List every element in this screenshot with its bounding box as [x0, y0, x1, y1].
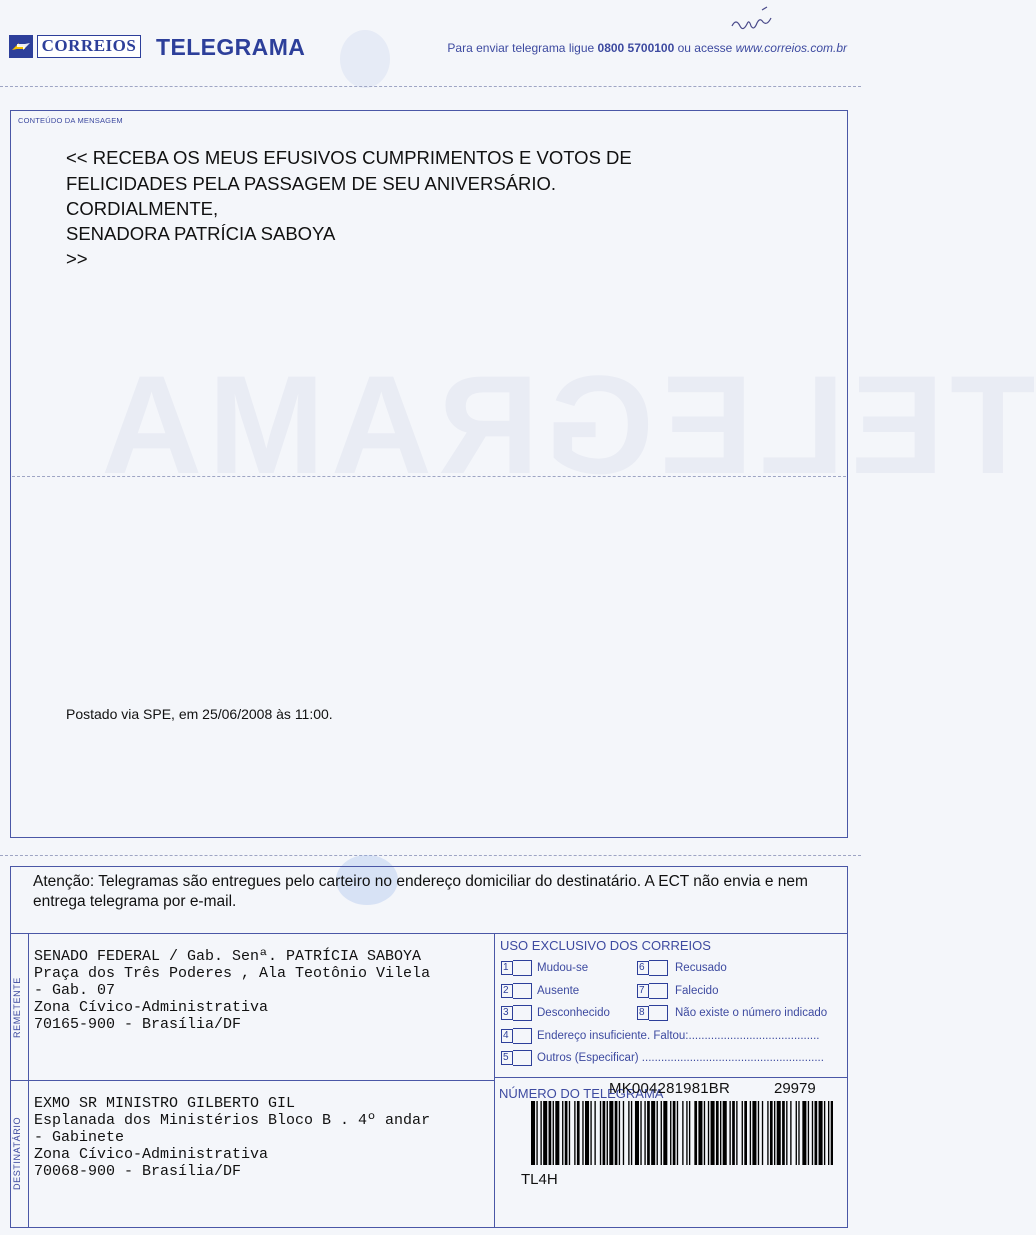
barcode-bar [767, 1101, 768, 1165]
barcode-bar [644, 1101, 645, 1165]
barcode-bar [569, 1101, 570, 1165]
option-number: 7 [637, 984, 649, 998]
option-number: 6 [637, 961, 649, 975]
barcode-bar [698, 1101, 702, 1165]
barcode-bar [628, 1101, 629, 1165]
barcode-bar [543, 1101, 547, 1165]
message-line: FELICIDADES PELA PASSAGEM DE SEU ANIVERSÁRIO. [66, 173, 557, 194]
website-link[interactable]: www.correios.com.br [735, 41, 847, 55]
barcode-bar [635, 1101, 639, 1165]
barcode-bar [594, 1101, 595, 1165]
barcode-bar [615, 1101, 618, 1165]
posted-date: Postado via SPE, em 25/06/2008 às 11:00. [66, 706, 333, 722]
ink-smudge [340, 30, 390, 88]
sender-line: - Gab. 07 [34, 982, 116, 999]
option-checkbox[interactable] [513, 960, 532, 976]
barcode-bar [770, 1101, 773, 1165]
option-label: Recusado [675, 962, 727, 974]
option-checkbox[interactable] [513, 1050, 532, 1066]
barcode-bar [590, 1101, 591, 1165]
barcode-bar [677, 1101, 678, 1165]
barcode-bar [682, 1101, 683, 1165]
recipient-line: Zona Cívico-Administrativa [34, 1146, 269, 1163]
barcode-bar [819, 1101, 823, 1165]
divider [494, 1077, 848, 1078]
barcode-bar [815, 1101, 818, 1165]
correios-arrows-icon [9, 35, 33, 58]
barcode-bar [582, 1101, 583, 1165]
sender-line: Zona Cívico-Administrativa [34, 999, 269, 1016]
barcode [531, 1101, 833, 1165]
option-checkbox[interactable] [513, 983, 532, 999]
barcode-bar [600, 1101, 601, 1165]
sender-line: 70165-900 - Brasília/DF [34, 1016, 242, 1033]
barcode-bar [670, 1101, 671, 1165]
option-number: 1 [501, 961, 513, 975]
barcode-bar [647, 1101, 650, 1165]
option-checkbox[interactable] [649, 1005, 668, 1021]
background-watermark: TELEGRAMA [95, 346, 1036, 503]
barcode-bar [744, 1101, 747, 1165]
barcode-bar [777, 1101, 781, 1165]
barcode-bar [562, 1101, 563, 1165]
option-checkbox[interactable] [513, 1005, 532, 1021]
divider [494, 933, 495, 1228]
barcode-bar [694, 1101, 697, 1165]
option-label: Endereço insuficiente. Faltou:......................................... [537, 1030, 820, 1042]
barcode-bar [603, 1101, 606, 1165]
barcode-bar [574, 1101, 575, 1165]
message-line: >> [66, 248, 88, 269]
barcode-bar [661, 1101, 662, 1165]
option-number: 5 [501, 1051, 513, 1065]
recipient-line: EXMO SR MINISTRO GILBERTO GIL [34, 1095, 296, 1112]
barcode-bar [742, 1101, 743, 1165]
divider [10, 933, 848, 934]
option-label: Mudou-se [537, 962, 589, 974]
barcode-bar [540, 1101, 541, 1165]
barcode-bar [729, 1101, 730, 1165]
barcode-bar [623, 1101, 624, 1165]
barcode-bar [758, 1101, 759, 1165]
correios-logo-text: CORREIOS [37, 35, 141, 58]
option-label: Ausente [537, 985, 580, 997]
message-line: SENADORA PATRÍCIA SABOYA [66, 223, 336, 244]
telegram-number-label: NÚMERO DO TELEGRAMA [499, 1086, 664, 1101]
barcode-bar [607, 1101, 608, 1165]
option-checkbox[interactable] [513, 1028, 532, 1044]
barcode-bar [531, 1101, 535, 1165]
barcode-bar [782, 1101, 785, 1165]
barcode-bar [732, 1101, 735, 1165]
divider [28, 933, 29, 1228]
barcode-bar [651, 1101, 655, 1165]
option-number: 8 [637, 1006, 649, 1020]
sender-line: Praça dos Três Poderes , Ala Teotônio Vilela [34, 965, 431, 982]
barcode-bar [619, 1101, 620, 1165]
barcode-bar [704, 1101, 705, 1165]
barcode-bar [828, 1101, 829, 1165]
barcode-bar [720, 1101, 721, 1165]
barcode-bar [689, 1101, 690, 1165]
message-line: << RECEBA OS MEUS EFUSIVOS CUMPRIMENTOS E VOTOS DE [66, 147, 632, 168]
option-label: Não existe o número indicado [675, 1007, 828, 1019]
barcode-bar [790, 1101, 791, 1165]
handwritten-initials [728, 4, 776, 34]
message-section-label: CONTEÚDO DA MENSAGEM [18, 116, 123, 125]
option-checkbox[interactable] [649, 983, 668, 999]
barcode-bar [708, 1101, 709, 1165]
barcode-bar [577, 1101, 580, 1165]
tracking-code: MK004281981BR [609, 1080, 731, 1097]
phone-number: 0800 5700100 [597, 41, 675, 55]
cut-line [0, 855, 861, 856]
postal-use-title: USO EXCLUSIVO DOS CORREIOS [500, 938, 711, 953]
barcode-bar [796, 1101, 797, 1165]
barcode-bar [585, 1101, 589, 1165]
info-middle: ou acesse [674, 41, 736, 55]
option-label: Falecido [675, 985, 719, 997]
option-number: 3 [501, 1006, 513, 1020]
barcode-bar [798, 1101, 799, 1165]
barcode-bar [663, 1101, 667, 1165]
option-checkbox[interactable] [649, 960, 668, 976]
recipient-label: DESTINATÁRIO [12, 1116, 22, 1190]
barcode-bar [640, 1101, 641, 1165]
barcode-bar [686, 1101, 687, 1165]
barcode-bar [555, 1101, 559, 1165]
sender-label: REMETENTE [12, 977, 22, 1038]
recipient-line: 70068-900 - Brasília/DF [34, 1163, 242, 1180]
barcode-bar [736, 1101, 737, 1165]
sender-line: SENADO FEDERAL / Gab. Senª. PATRÍCIA SABOYA [34, 948, 422, 965]
barcode-bar [786, 1101, 787, 1165]
barcode-bar [631, 1101, 632, 1165]
barcode-bar [774, 1101, 775, 1165]
delivery-notice: Atenção: Telegramas são entregues pelo carteiro no endereço domiciliar do destinatário. A ECT não envia e nem entrega telegrama por e-mail. [33, 873, 808, 910]
barcode-bar [536, 1101, 537, 1165]
barcode-bar [673, 1101, 676, 1165]
barcode-bar [657, 1101, 658, 1165]
barcode-bar [609, 1101, 613, 1165]
reference-code: 29979 [774, 1080, 816, 1097]
message-line: CORDIALMENTE, [66, 198, 219, 219]
barcode-bar [812, 1101, 813, 1165]
option-label: Desconhecido [537, 1007, 610, 1019]
barcode-bar [750, 1101, 751, 1165]
option-label: Outros (Especificar) ......................................................... [537, 1052, 824, 1064]
document-title: TELEGRAMA [156, 34, 306, 60]
barcode-bar [716, 1101, 719, 1165]
barcode-bar [752, 1101, 756, 1165]
barcode-bar [808, 1101, 809, 1165]
option-number: 2 [501, 984, 513, 998]
divider [10, 1080, 494, 1081]
barcode-bar [762, 1101, 763, 1165]
fold-line [12, 476, 846, 477]
header-contact-info [447, 41, 847, 55]
barcode-bar [549, 1101, 552, 1165]
option-number: 4 [501, 1029, 513, 1043]
barcode-bar [553, 1101, 554, 1165]
recipient-line: - Gabinete [34, 1129, 125, 1146]
barcode-bar [831, 1101, 833, 1165]
barcode-caption: TL4H [521, 1171, 558, 1188]
barcode-bar [723, 1101, 727, 1165]
recipient-line: Esplanada dos Ministérios Bloco B . 4º andar [34, 1112, 431, 1129]
barcode-bar [802, 1101, 806, 1165]
barcode-bar [824, 1101, 825, 1165]
info-prefix: Para enviar telegrama ligue [447, 41, 598, 55]
barcode-bar [711, 1101, 715, 1165]
cut-line [0, 86, 861, 87]
barcode-bar [565, 1101, 568, 1165]
